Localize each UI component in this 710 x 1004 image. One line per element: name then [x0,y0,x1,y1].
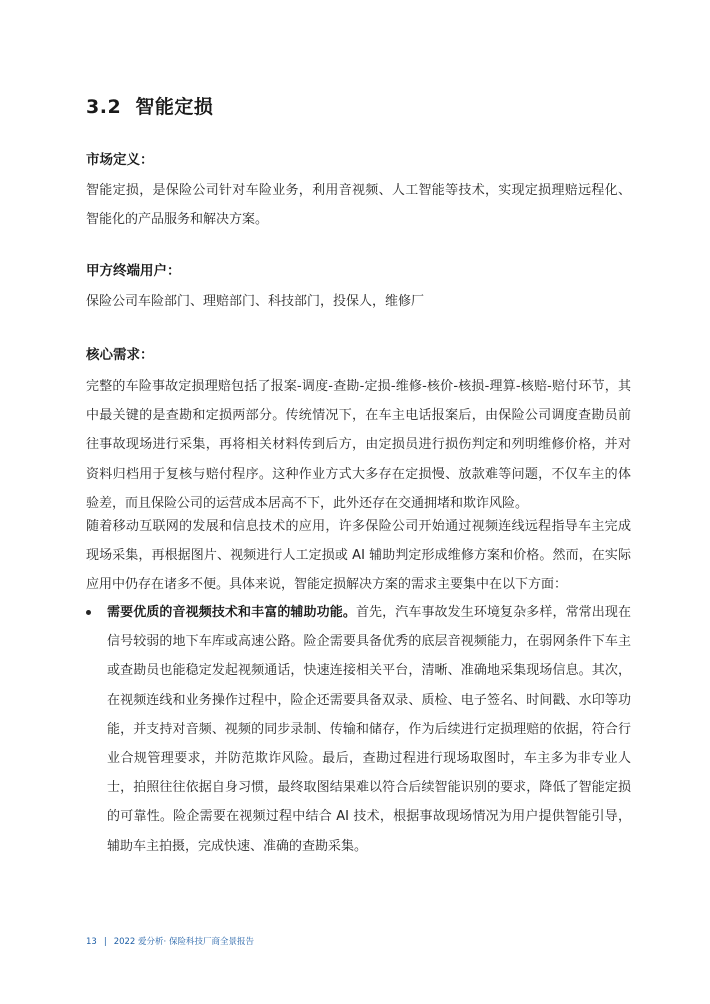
end-users-text: 保险公司车险部门、理赔部门、科技部门，投保人，维修厂 [86,294,425,309]
section-title-text: 智能定损 [135,96,214,118]
market-definition-text: 智能定损，是保险公司针对车险业务，利用音视频、人工智能等技术，实现定损理赔远程化、智能化的产品服务和解决方案。 [86,183,631,228]
core-needs-paragraph-2: 随着移动互联网的发展和信息技术的应用，许多保险公司开始通过视频连线远程指导车主完成现场采集，再根据图片、视频进行人工定损或 AI 辅助判定形成维修方案和价格。然而，在实际应用中仍存在诸多不便。具体来说，智能定损解决方案的需求主要集中在以下方面： [86,519,631,593]
core-needs-heading: 核心需求： [86,347,154,363]
page-footer [86,935,254,947]
bullet-text [107,598,631,861]
bullet-body: 首先，汽车事故发生环境复杂多样，常常出现在信号较弱的地下车库或高速公路。险企需要具备优秀的底层音视频能力，在弱网条件下车主或查勘员也能稳定发起视频通话，快速连接相关平台，清晰、准确地采集现场信息。其次，在视频连线和业务操作过程中，险企还需要具备双录、质检、电子签名、时间戳、水印等功能，并支持对音频、视频的同步录制、传输和储存，作为后续进行定损理赔的依据，符合行业合规管理要求，并防范欺诈风险。最后，查勘过程进行现场取图时，车主多为非专业人士，拍照往往依据自身习惯，最终取图结果难以符合后续智能识别的要求，降低了智能定损的可靠性。险企需要在视频过程中结合 AI 技术，根据事故现场情况为用户提供智能引导，辅助车主拍摄，完成快速、准确的查勘采集。 [107,605,631,854]
bullet-bold-lead: 需要优质的音视频技术和丰富的辅助功能。 [107,605,356,620]
section-number: 3.2 [86,96,122,118]
section-title [86,92,213,119]
bullet-dot-icon [86,610,91,615]
footer-separator: | [103,937,107,947]
end-users-heading: 甲方终端用户： [86,263,181,279]
report-title: 2022 爱分析· 保险科技厂商全景报告 [113,937,254,947]
page-number: 13 [86,937,97,947]
core-needs-paragraph-1: 完整的车险事故定损理赔包括了报案-调度-查勘-定损-维修-核价-核损-理算-核赔-赔付环节，其中最关键的是查勘和定损两部分。传统情况下，在车主电话报案后，由保险公司调度查勘员前往事故现场进行采集，再将相关材料传到后方，由定损员进行损伤判定和列明维修价格，并对资料归档用于复核与赔付程序。这种作业方式大多存在定损慢、放款难等问题，不仅车主的体验差，而且保险公司的运营成本居高不下，此外还存在交通拥堵和欺诈风险。 [86,379,631,511]
market-definition-heading: 市场定义： [86,152,154,168]
bullet-item [86,598,631,861]
